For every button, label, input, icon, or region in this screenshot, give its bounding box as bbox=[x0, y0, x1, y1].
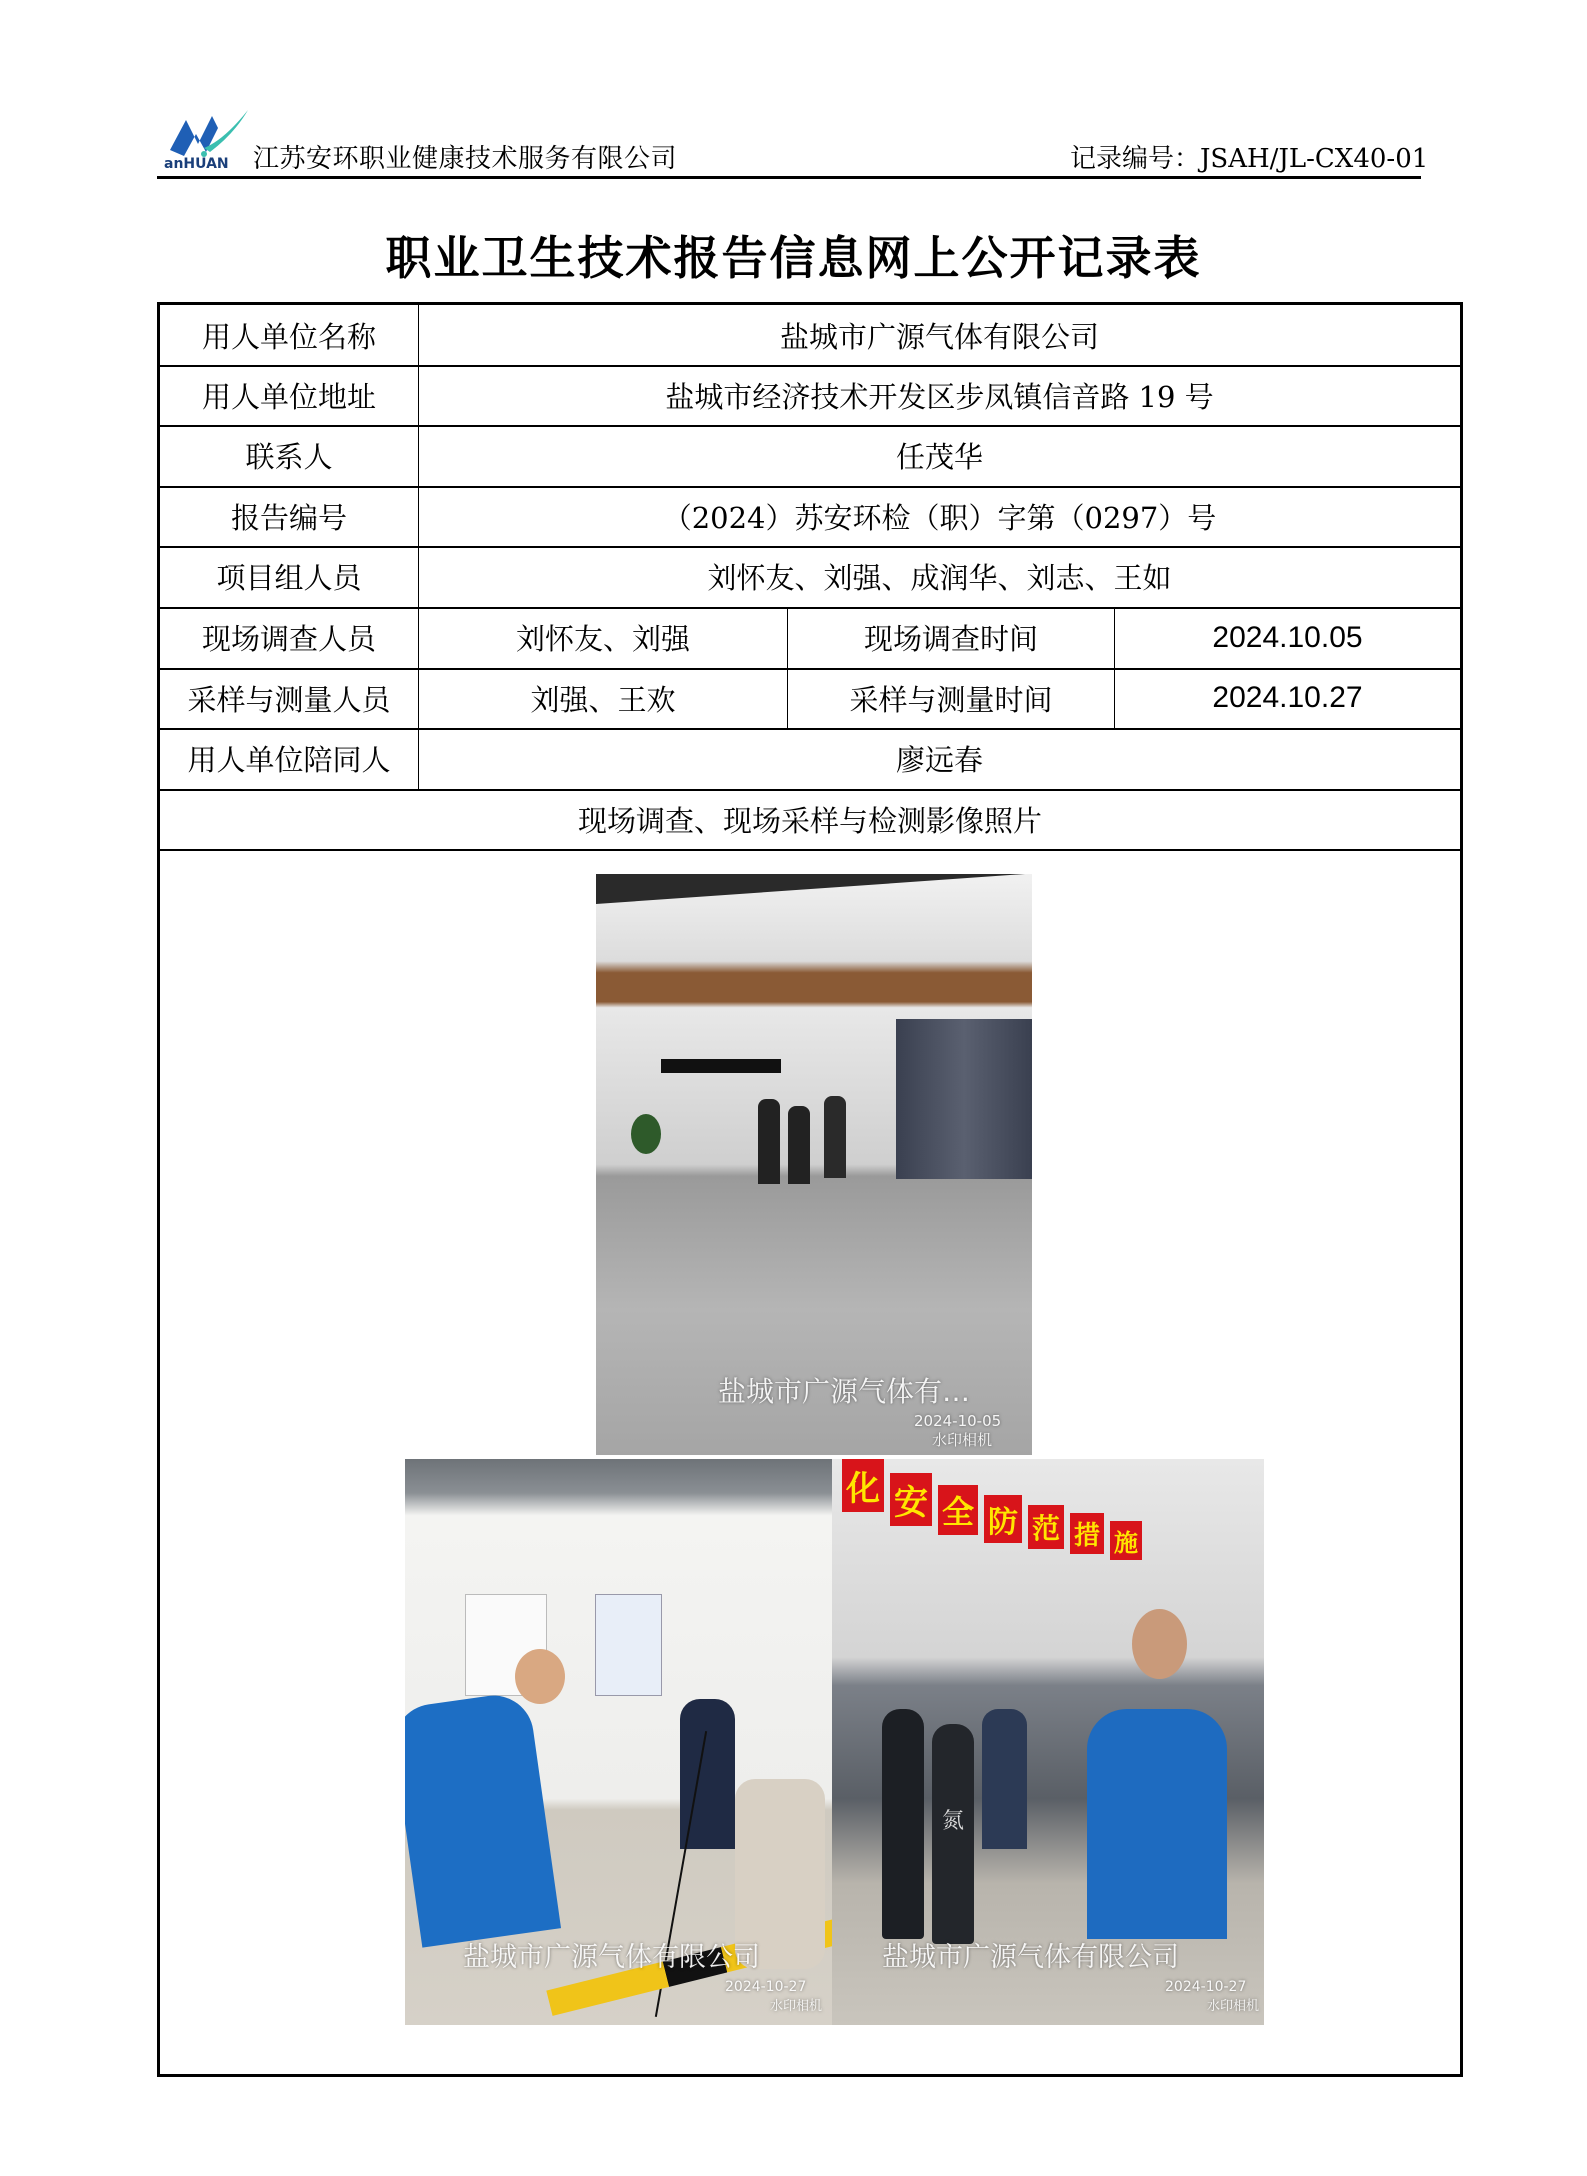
banner-char: 施 bbox=[1110, 1521, 1142, 1560]
person bbox=[824, 1096, 846, 1178]
row-label: 采样与测量时间 bbox=[788, 668, 1115, 728]
table-row bbox=[160, 668, 1460, 730]
photo-site-survey bbox=[596, 874, 1032, 1455]
table-row bbox=[160, 546, 1460, 609]
worker-blue-jacket bbox=[405, 1690, 561, 1947]
table-row bbox=[160, 425, 1460, 488]
table-row bbox=[160, 305, 1460, 367]
watermark-app: 水印相机 bbox=[1207, 1999, 1260, 2014]
watermark-title: 盐城市广源气体有限公司 bbox=[463, 1942, 760, 1973]
banner-char: 范 bbox=[1028, 1505, 1064, 1549]
row-label: 用人单位地址 bbox=[160, 365, 419, 425]
notice-board bbox=[595, 1594, 662, 1696]
person bbox=[788, 1106, 810, 1184]
plant bbox=[631, 1114, 661, 1154]
photo-sampling-1 bbox=[405, 1459, 832, 2025]
row-value: 盐城市经济技术开发区步凤镇信音路 19 号 bbox=[665, 379, 1214, 414]
worker-dark-jacket bbox=[982, 1709, 1027, 1849]
row-value: 刘怀友、刘强、成润华、刘志、王如 bbox=[707, 561, 1172, 595]
watermark-app: 水印相机 bbox=[770, 1999, 823, 2014]
row-label: 用人单位名称 bbox=[160, 305, 419, 365]
photo-sampling-2 bbox=[832, 1459, 1264, 2025]
row-label: 现场调查时间 bbox=[788, 607, 1115, 668]
row-label: 报告编号 bbox=[160, 486, 419, 546]
row-value: 廖远春 bbox=[895, 743, 983, 777]
row-label: 项目组人员 bbox=[160, 546, 419, 607]
row-value: 任茂华 bbox=[895, 440, 983, 474]
curtain bbox=[896, 1019, 1032, 1179]
table-row bbox=[160, 728, 1460, 791]
table-row bbox=[160, 486, 1460, 548]
watermark-date: 2024-10-05 bbox=[914, 1412, 1002, 1430]
row-label: 用人单位陪同人 bbox=[160, 728, 419, 789]
worker-head bbox=[515, 1649, 565, 1704]
row-value: 刘强、王欢 bbox=[419, 668, 788, 728]
watermark-title: 盐城市广源气体有限公司 bbox=[882, 1942, 1179, 1973]
banner-char: 全 bbox=[938, 1485, 978, 1535]
banner-char: 防 bbox=[984, 1495, 1022, 1543]
safety-banner bbox=[842, 1459, 1142, 1560]
photos-heading: 现场调查、现场采样与检测影像照片 bbox=[577, 803, 1042, 838]
table-row bbox=[160, 789, 1460, 851]
watermark-app: 水印相机 bbox=[932, 1431, 993, 1449]
banner-char: 措 bbox=[1070, 1513, 1104, 1554]
company-sign bbox=[661, 1059, 781, 1073]
row-value: 盐城市广源气体有限公司 bbox=[779, 319, 1099, 354]
row-value: 2024.10.27 bbox=[1212, 681, 1363, 714]
gas-cylinder bbox=[882, 1709, 924, 1939]
person bbox=[758, 1099, 780, 1184]
row-value: 2024.10.05 bbox=[1212, 620, 1363, 654]
row-value: （2024）苏安环检（职）字第（0297）号 bbox=[662, 500, 1217, 535]
watermark-date: 2024-10-27 bbox=[1165, 1979, 1247, 1995]
header-divider bbox=[157, 176, 1421, 179]
record-number: 记录编号：JSAH/JL-CX40-01 bbox=[1070, 144, 1429, 174]
banner-char: 安 bbox=[890, 1473, 932, 1526]
row-label: 联系人 bbox=[160, 425, 419, 486]
worker-blue-jacket bbox=[1087, 1709, 1227, 1939]
watermark-date: 2024-10-27 bbox=[725, 1979, 807, 1995]
gas-cylinder-label: 氮 bbox=[932, 1724, 974, 1944]
banner-char: 化 bbox=[842, 1459, 884, 1512]
table-row bbox=[160, 365, 1460, 427]
watermark-title: 盐城市广源气体有… bbox=[718, 1375, 971, 1408]
company-logo bbox=[164, 104, 252, 170]
worker-head bbox=[1132, 1609, 1187, 1679]
row-label: 采样与测量人员 bbox=[160, 668, 419, 728]
page-title: 职业卫生技术报告信息网上公开记录表 bbox=[385, 231, 1202, 285]
table-row bbox=[160, 607, 1460, 670]
row-value: 刘怀友、刘强 bbox=[419, 607, 788, 668]
row-label: 现场调查人员 bbox=[160, 607, 419, 668]
company-name: 江苏安环职业健康技术服务有限公司 bbox=[253, 144, 678, 174]
svg-text:anHUAN: anHUAN bbox=[164, 156, 229, 170]
